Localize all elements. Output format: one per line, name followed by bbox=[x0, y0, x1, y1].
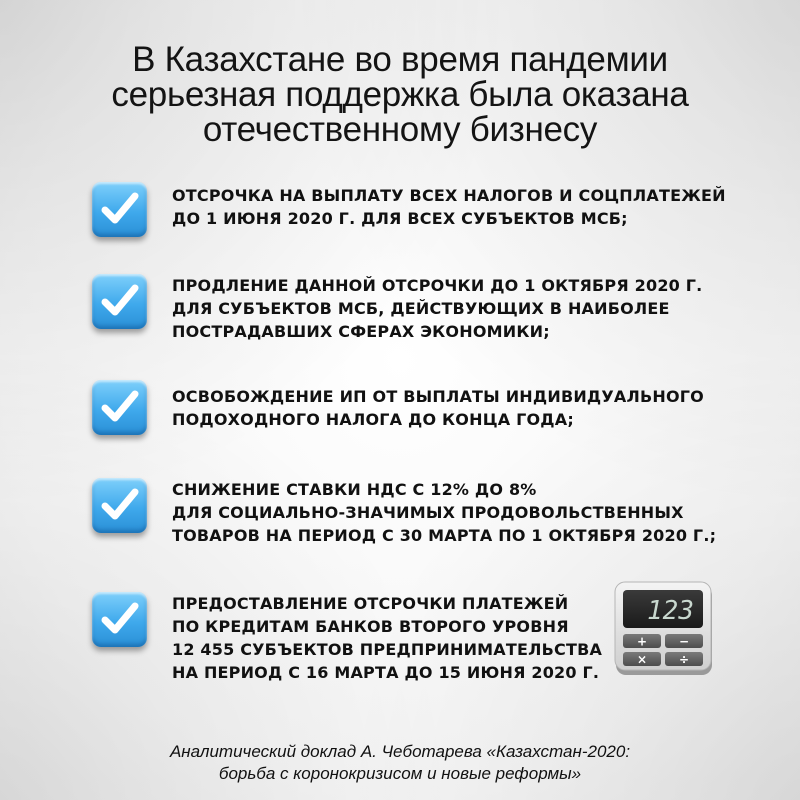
calculator-key: + bbox=[636, 634, 648, 649]
checkmark-icon bbox=[92, 478, 147, 533]
source-line: борьба с коронокризисом и новые реформы» bbox=[218, 764, 582, 783]
source-note bbox=[0, 741, 800, 785]
list-item bbox=[92, 274, 703, 344]
list-item bbox=[92, 182, 726, 242]
list-item bbox=[92, 380, 704, 440]
item-text: ОСВОБОЖДЕНИЕ ИП ОТ ВЫПЛАТЫ ИНДИВИДУАЛЬНОГО ПОДОХОДНОГО НАЛОГА ДО КОНЦА ГОДА; bbox=[172, 387, 704, 429]
list-item bbox=[92, 478, 717, 548]
checkmark-icon bbox=[92, 182, 147, 237]
calculator-key: − bbox=[678, 634, 690, 649]
title-line: В Казахстане во время пандемии bbox=[132, 40, 668, 79]
source-line: Аналитический доклад А. Чеботарева «Казахстан-2020: bbox=[169, 742, 631, 761]
item-text: ПРОДЛЕНИЕ ДАННОЙ ОТСРОЧКИ ДО 1 ОКТЯБРЯ 2020 Г. ДЛЯ СУБЪЕКТОВ МСБ, ДЕЙСТВУЮЩИХ В НАИБОЛЕЕ ПОСТРАДАВШИХ СФЕРАХ ЭКОНОМИКИ; bbox=[172, 276, 703, 341]
item-text: ПРЕДОСТАВЛЕНИЕ ОТСРОЧКИ ПЛАТЕЖЕЙ ПО КРЕДИТАМ БАНКОВ ВТОРОГО УРОВНЯ 12 455 СУБЪЕКТОВ ПРЕДПРИНИМАТЕЛЬСТВА НА ПЕРИОД С 16 МАРТА ДО 15 ИЮНЯ 2020 Г. bbox=[172, 594, 603, 682]
calculator-display: 123 bbox=[647, 596, 694, 626]
checkmark-icon bbox=[92, 380, 147, 435]
calculator-key: × bbox=[636, 652, 648, 667]
calculator-icon bbox=[614, 581, 714, 677]
calculator-key: ÷ bbox=[678, 652, 690, 667]
title-line: отечественному бизнесу bbox=[202, 110, 598, 149]
page-title bbox=[0, 42, 800, 147]
list-item bbox=[92, 592, 652, 682]
item-text: ОТСРОЧКА НА ВЫПЛАТУ ВСЕХ НАЛОГОВ И СОЦПЛАТЕЖЕЙ ДО 1 ИЮНЯ 2020 Г. ДЛЯ ВСЕХ СУБЪЕКТОВ МСБ; bbox=[172, 186, 726, 228]
checkmark-icon bbox=[92, 274, 147, 329]
title-line: серьезная поддержка была оказана bbox=[111, 75, 689, 114]
checkmark-icon bbox=[92, 592, 147, 647]
item-text: СНИЖЕНИЕ СТАВКИ НДС С 12% ДО 8% ДЛЯ СОЦИАЛЬНО-ЗНАЧИМЫХ ПРОДОВОЛЬСТВЕННЫХ ТОВАРОВ НА ПЕРИОД С 30 МАРТА ПО 1 ОКТЯБРЯ 2020 Г.; bbox=[172, 480, 717, 545]
